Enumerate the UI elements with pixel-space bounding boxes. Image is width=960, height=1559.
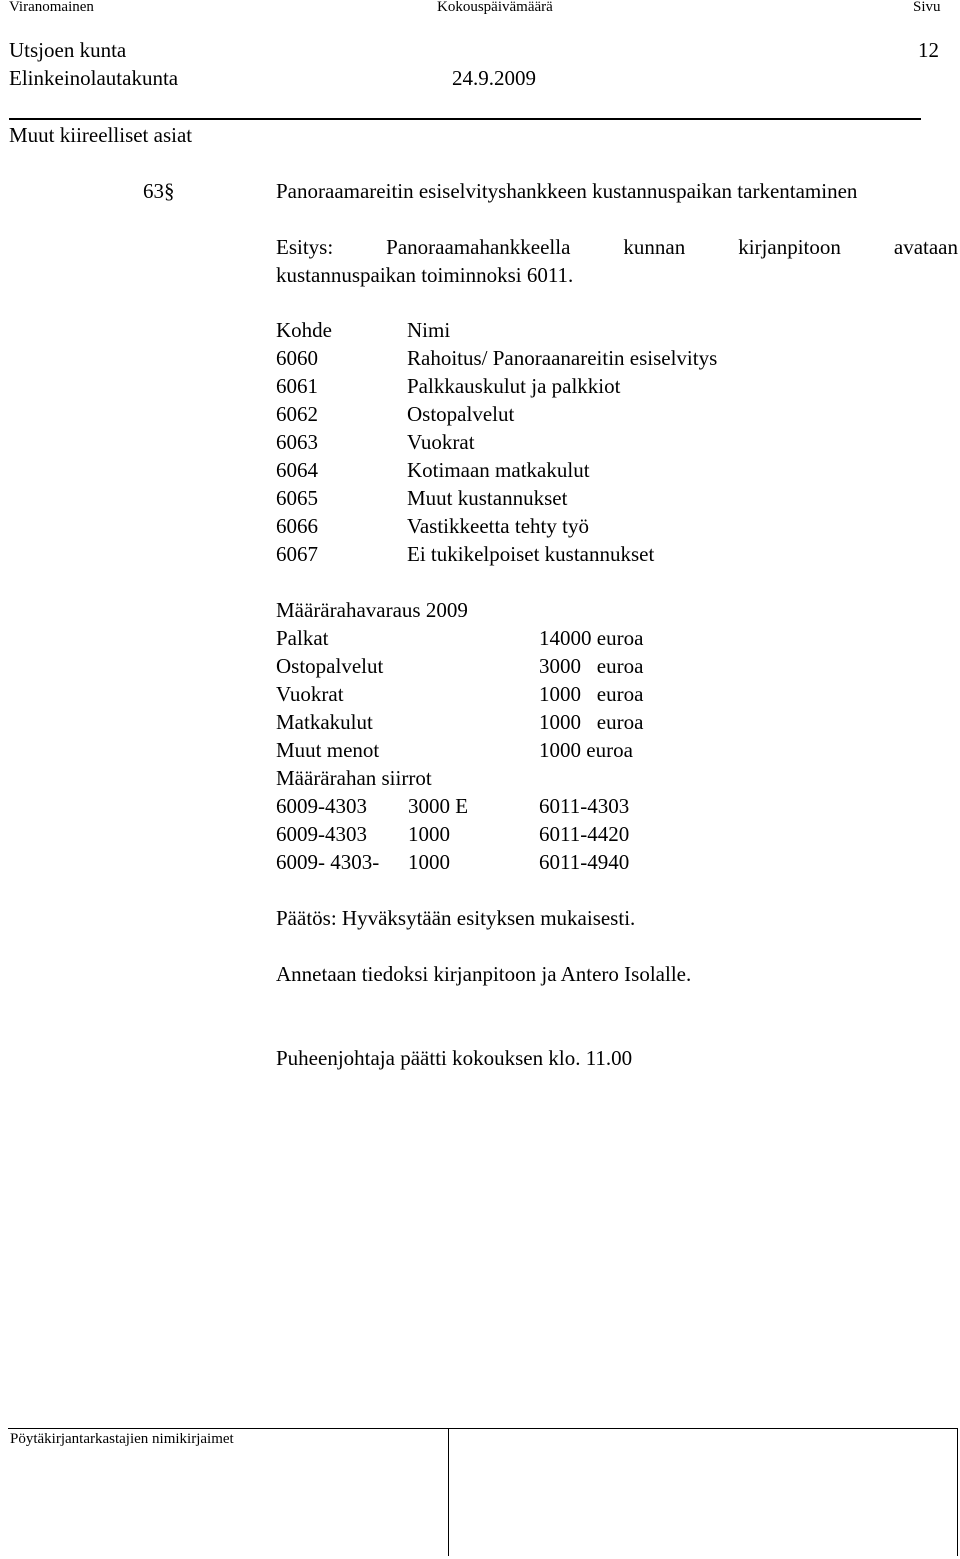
column-header-code: Kohde	[276, 318, 332, 342]
budget-amount: 1000 euroa	[539, 682, 644, 706]
table-row	[0, 374, 960, 402]
header-label-meeting-date: Kokouspäivämäärä	[437, 0, 553, 15]
transfer-from: 6009-4303	[276, 822, 367, 846]
cost-code: 6061	[276, 374, 318, 398]
closing-text: Puheenjohtaja päätti kokouksen klo. 11.00	[276, 1046, 633, 1070]
transfer-row	[0, 822, 960, 850]
transfer-amount: 3000 E	[408, 794, 469, 818]
cost-name: Kotimaan matkakulut	[407, 458, 590, 482]
budget-item: Ostopalvelut	[276, 654, 384, 678]
proposal-text-line1: Esitys: Panoraamahankkeella kunnan kirjanpitoon avataan	[276, 235, 958, 259]
cost-name: Palkkauskulut ja palkkiot	[407, 374, 621, 398]
transfer-to: 6011-4940	[539, 850, 630, 874]
table-row	[0, 542, 960, 570]
header-label-authority: Viranomainen	[9, 0, 94, 15]
table-row	[0, 458, 960, 486]
cost-name: Muut kustannukset	[407, 486, 568, 510]
budget-row	[0, 738, 960, 766]
cost-code: 6067	[276, 542, 318, 566]
cost-code: 6064	[276, 458, 318, 482]
budget-row	[0, 710, 960, 738]
item-number: 63§	[143, 179, 175, 203]
transfer-row	[0, 850, 960, 878]
cost-name: Ostopalvelut	[407, 402, 515, 426]
footer-label: Pöytäkirjantarkastajien nimikirjaimet	[10, 1431, 234, 1447]
table-row	[0, 346, 960, 374]
footer-right-border	[957, 1429, 958, 1556]
table-row	[0, 514, 960, 542]
cost-code: 6065	[276, 486, 318, 510]
transfer-to: 6011-4420	[539, 822, 630, 846]
budget-amount: 1000 euroa	[539, 710, 644, 734]
meeting-date: 24.9.2009	[452, 66, 536, 90]
transfer-to: 6011-4303	[539, 794, 630, 818]
cost-name: Vuokrat	[407, 430, 475, 454]
transfer-from: 6009- 4303-	[276, 850, 380, 874]
cost-name: Rahoitus/ Panoraanareitin esiselvitys	[407, 346, 718, 370]
cost-code: 6060	[276, 346, 318, 370]
header-divider	[9, 118, 921, 120]
committee-name: Elinkeinolautakunta	[9, 66, 179, 90]
cost-code: 6066	[276, 514, 318, 538]
budget-row	[0, 654, 960, 682]
transfer-amount: 1000	[408, 822, 450, 846]
transfers-title: Määrärahan siirrot	[276, 766, 432, 790]
transfer-row	[0, 794, 960, 822]
cost-name: Ei tukikelpoiset kustannukset	[407, 542, 655, 566]
section-title: Muut kiireelliset asiat	[9, 123, 193, 147]
budget-item: Muut menot	[276, 738, 380, 762]
cost-code: 6062	[276, 402, 318, 426]
item-title: Panoraamareitin esiselvityshankkeen kustannuspaikan tarkentaminen	[276, 179, 858, 203]
table-row	[0, 402, 960, 430]
table-row	[0, 486, 960, 514]
budget-amount: 1000 euroa	[539, 738, 633, 762]
budget-item: Vuokrat	[276, 682, 344, 706]
table-header-row	[0, 318, 960, 346]
budget-row	[0, 626, 960, 654]
cost-name: Vastikkeetta tehty työ	[407, 514, 589, 538]
cost-code: 6063	[276, 430, 318, 454]
proposal-text-line2: kustannuspaikan toiminnoksi 6011.	[276, 263, 574, 287]
transfer-amount: 1000	[408, 850, 450, 874]
footer-initials-cell	[8, 1429, 449, 1556]
budget-amount: 14000 euroa	[539, 626, 644, 650]
budget-title: Määrärahavaraus 2009	[276, 598, 468, 622]
footer-initials-box	[8, 1428, 958, 1556]
page-number: 12	[918, 38, 939, 62]
budget-item: Matkakulut	[276, 710, 373, 734]
authority-name: Utsjoen kunta	[9, 38, 127, 62]
header-label-page: Sivu	[913, 0, 941, 15]
transfer-from: 6009-4303	[276, 794, 367, 818]
column-header-name: Nimi	[407, 318, 451, 342]
notice-text: Annetaan tiedoksi kirjanpitoon ja Antero Isolalle.	[276, 962, 692, 986]
budget-item: Palkat	[276, 626, 329, 650]
table-row	[0, 430, 960, 458]
decision-text: Päätös: Hyväksytään esityksen mukaisesti.	[276, 906, 636, 930]
budget-row	[0, 682, 960, 710]
budget-amount: 3000 euroa	[539, 654, 644, 678]
